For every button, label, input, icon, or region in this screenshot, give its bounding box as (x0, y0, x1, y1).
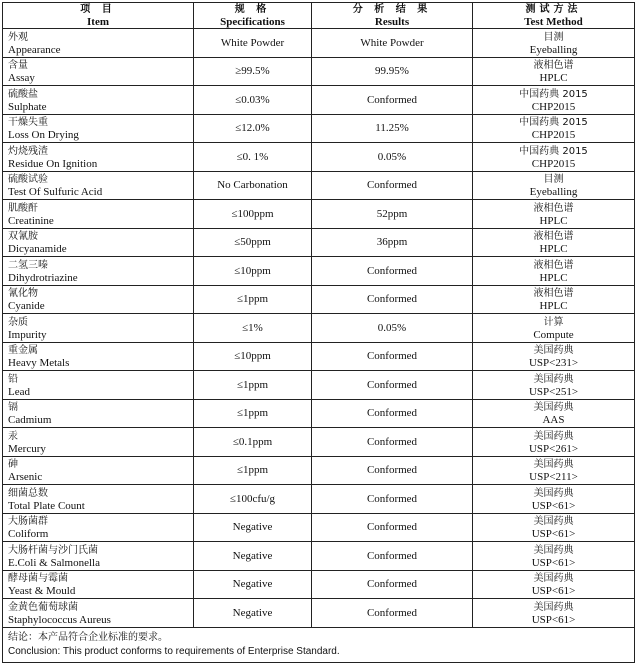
item-cell (3, 143, 194, 172)
method-cell (473, 542, 635, 571)
item-en: Cyanide (8, 300, 45, 312)
header-cn: 测试方法 (525, 3, 582, 15)
method-cell (473, 399, 635, 428)
spec-table (2, 2, 635, 663)
spec-cell: ≤1ppm (194, 371, 312, 400)
method-cn: 液相色谱 (533, 259, 574, 271)
spec-cell: ≤1% (194, 314, 312, 343)
result-cell: Conformed (312, 485, 473, 514)
item-cn: 外观 (8, 31, 28, 43)
item-cell (3, 428, 194, 457)
item-cell (3, 456, 194, 485)
result-cell: 52ppm (312, 200, 473, 229)
item-cell (3, 342, 194, 371)
spec-cell: White Powder (194, 29, 312, 58)
method-en: CHP2015 (531, 129, 576, 141)
item-en: E.Coli & Salmonella (8, 556, 100, 569)
method-en: Eyeballing (529, 186, 578, 198)
result-cell: Conformed (312, 456, 473, 485)
result-cell: Conformed (312, 542, 473, 571)
method-cell (473, 143, 635, 172)
item-en: Coliform (8, 528, 49, 540)
item-en: Impurity (8, 328, 47, 341)
table-row (3, 314, 635, 343)
spec-cell: ≤100cfu/g (194, 485, 312, 514)
header-en: Specifications (220, 15, 285, 28)
result-cell: Conformed (312, 570, 473, 599)
result-cell: Conformed (312, 371, 473, 400)
item-cn: 大肠杆菌与沙门氏菌 (8, 544, 98, 556)
method-cell (473, 456, 635, 485)
item-cell (3, 29, 194, 58)
table-row (3, 257, 635, 286)
method-en: USP<61> (531, 585, 576, 597)
item-cn: 汞 (8, 430, 18, 442)
item-en: Cadmium (8, 414, 52, 426)
item-cn: 金黄色葡萄球菌 (8, 601, 78, 613)
item-cell (3, 285, 194, 314)
method-cn: 美国药典 (533, 430, 574, 442)
method-cn: 中国药典 2015 (519, 145, 588, 157)
method-en: USP<251> (528, 385, 579, 398)
method-en: USP<61> (531, 556, 576, 569)
item-en: Dihydrotriazine (8, 271, 78, 284)
item-en: Staphylococcus Aureus (8, 613, 111, 626)
method-cn: 美国药典 (533, 402, 574, 413)
table-row (3, 342, 635, 371)
method-cn: 美国药典 (533, 544, 574, 556)
item-en: Loss On Drying (8, 129, 79, 141)
spec-cell: Negative (194, 542, 312, 571)
header-result (312, 3, 473, 29)
item-cn: 肌酸酐 (8, 202, 38, 214)
method-cn: 美国药典 (533, 487, 574, 499)
method-cell (473, 200, 635, 229)
item-en: Lead (8, 385, 30, 398)
item-cn: 干燥失重 (8, 117, 48, 128)
item-cell (3, 485, 194, 514)
spec-cell: ≤1ppm (194, 456, 312, 485)
method-cn: 液相色谱 (533, 202, 574, 214)
table-row (3, 200, 635, 229)
method-cell (473, 86, 635, 115)
method-cn: 目测 (543, 174, 564, 185)
method-cell (473, 314, 635, 343)
item-cell (3, 114, 194, 143)
spec-cell: No Carbonation (194, 171, 312, 200)
header-cn: 规 格 (234, 3, 271, 15)
method-cn: 液相色谱 (533, 231, 574, 242)
item-cn: 砷 (8, 459, 18, 470)
method-en: USP<261> (528, 442, 579, 455)
item-cell (3, 171, 194, 200)
item-cn: 双氰胺 (8, 231, 38, 242)
item-cn: 细菌总数 (8, 487, 48, 499)
item-en: Test Of Sulfuric Acid (8, 186, 103, 198)
item-cell (3, 314, 194, 343)
method-cn: 美国药典 (533, 459, 574, 470)
header-en: Results (374, 15, 410, 28)
conclusion-cell (3, 627, 635, 662)
method-cell (473, 228, 635, 257)
item-cn: 硫酸盐 (8, 88, 38, 100)
method-cell (473, 342, 635, 371)
table-row (3, 456, 635, 485)
item-cn: 镉 (8, 402, 18, 413)
item-en: Yeast & Mould (8, 585, 76, 597)
method-cn: 美国药典 (533, 573, 574, 584)
item-cell (3, 257, 194, 286)
header-row (3, 3, 635, 29)
header-spec (194, 3, 312, 29)
spec-cell: ≤10ppm (194, 257, 312, 286)
table-row (3, 57, 635, 86)
table-row (3, 570, 635, 599)
item-cn: 酵母菌与霉菌 (8, 573, 68, 584)
item-en: Assay (8, 72, 35, 84)
item-cell (3, 570, 194, 599)
item-cell (3, 228, 194, 257)
spec-cell: ≤50ppm (194, 228, 312, 257)
method-cell (473, 371, 635, 400)
item-en: Creatinine (8, 214, 54, 227)
spec-cell: ≥99.5% (194, 57, 312, 86)
method-cn: 中国药典 2015 (519, 117, 588, 128)
item-en: Sulphate (8, 100, 47, 113)
item-cell (3, 542, 194, 571)
result-cell: 11.25% (312, 114, 473, 143)
method-cn: 美国药典 (533, 345, 574, 356)
method-en: HPLC (539, 214, 568, 227)
table-body (3, 29, 635, 628)
result-cell: Conformed (312, 86, 473, 115)
method-en: HPLC (539, 72, 568, 84)
method-en: CHP2015 (531, 157, 576, 170)
table-row (3, 86, 635, 115)
method-en: HPLC (539, 300, 568, 312)
item-cell (3, 371, 194, 400)
spec-cell: Negative (194, 513, 312, 542)
conclusion-en: Conclusion: This product conforms to requirements of Enterprise Standard. (8, 645, 340, 657)
item-en: Appearance (8, 43, 61, 56)
method-en: Compute (533, 328, 574, 341)
spec-cell: ≤100ppm (194, 200, 312, 229)
header-en: Test Method (524, 15, 583, 28)
result-cell: Conformed (312, 342, 473, 371)
method-cell (473, 257, 635, 286)
method-cell (473, 285, 635, 314)
header-method (473, 3, 635, 29)
result-cell: Conformed (312, 171, 473, 200)
method-cell (473, 599, 635, 628)
result-cell: Conformed (312, 285, 473, 314)
item-cn: 二氢三嗪 (8, 259, 48, 271)
spec-cell: ≤0. 1% (194, 143, 312, 172)
item-en: Dicyanamide (8, 243, 67, 255)
spec-cell: ≤1ppm (194, 399, 312, 428)
method-en: Eyeballing (529, 43, 578, 56)
table-row (3, 513, 635, 542)
table-row (3, 371, 635, 400)
method-cell (473, 114, 635, 143)
method-cn: 计算 (543, 316, 564, 328)
table-row (3, 29, 635, 58)
spec-cell: Negative (194, 599, 312, 628)
item-cn: 大肠菌群 (8, 516, 48, 527)
item-en: Arsenic (8, 471, 43, 483)
method-cn: 美国药典 (533, 516, 574, 527)
method-en: USP<61> (531, 613, 576, 626)
method-en: USP<211> (529, 471, 578, 483)
conclusion-row (3, 627, 635, 662)
spec-cell: ≤10ppm (194, 342, 312, 371)
table-row (3, 285, 635, 314)
table-row (3, 599, 635, 628)
item-cn: 氰化物 (8, 288, 38, 299)
method-cell (473, 171, 635, 200)
header-item (3, 3, 194, 29)
method-cell (473, 513, 635, 542)
method-cell (473, 29, 635, 58)
item-en: Mercury (8, 442, 46, 455)
result-cell: Conformed (312, 428, 473, 457)
result-cell: Conformed (312, 399, 473, 428)
item-en: Total Plate Count (8, 499, 85, 512)
method-en: CHP2015 (531, 100, 576, 113)
table-row (3, 428, 635, 457)
method-cn: 液相色谱 (533, 60, 574, 71)
item-cell (3, 599, 194, 628)
method-en: USP<231> (528, 357, 579, 369)
result-cell: 99.95% (312, 57, 473, 86)
table-row (3, 143, 635, 172)
method-cn: 美国药典 (533, 601, 574, 613)
method-en: USP<61> (531, 528, 576, 540)
item-cell (3, 399, 194, 428)
result-cell: 36ppm (312, 228, 473, 257)
item-cn: 硫酸试验 (8, 174, 48, 185)
spec-cell: ≤0.1ppm (194, 428, 312, 457)
result-cell: Conformed (312, 257, 473, 286)
item-cn: 灼烧残渣 (8, 145, 48, 157)
result-cell: Conformed (312, 599, 473, 628)
method-cell (473, 57, 635, 86)
method-cn: 液相色谱 (533, 288, 574, 299)
spec-cell: ≤0.03% (194, 86, 312, 115)
item-cn: 含量 (8, 60, 28, 71)
spec-cell: ≤12.0% (194, 114, 312, 143)
header-cn: 项 目 (80, 3, 116, 15)
method-cell (473, 428, 635, 457)
item-cell (3, 57, 194, 86)
item-cn: 重金属 (8, 345, 38, 356)
result-cell: Conformed (312, 513, 473, 542)
result-cell: White Powder (312, 29, 473, 58)
method-cn: 中国药典 2015 (519, 88, 588, 100)
method-cell (473, 485, 635, 514)
table-row (3, 399, 635, 428)
method-cn: 美国药典 (533, 373, 574, 385)
conclusion-cn: 结论：本产品符合企业标准的要求。 (8, 631, 168, 643)
item-en: Residue On Ignition (8, 157, 98, 170)
spec-cell: ≤1ppm (194, 285, 312, 314)
table-row (3, 228, 635, 257)
spec-cell: Negative (194, 570, 312, 599)
result-cell: 0.05% (312, 143, 473, 172)
table-row (3, 542, 635, 571)
method-en: HPLC (539, 271, 568, 284)
table-row (3, 171, 635, 200)
table-row (3, 485, 635, 514)
table-row (3, 114, 635, 143)
method-cell (473, 570, 635, 599)
item-cell (3, 86, 194, 115)
method-cn: 目测 (543, 31, 564, 43)
method-en: HPLC (539, 243, 568, 255)
item-en: Heavy Metals (8, 357, 70, 369)
header-cn: 分 析 结 果 (352, 3, 432, 15)
result-cell: 0.05% (312, 314, 473, 343)
method-en: USP<61> (531, 499, 576, 512)
item-cn: 铅 (8, 373, 18, 385)
header-en: Item (87, 15, 109, 28)
item-cell (3, 513, 194, 542)
item-cell (3, 200, 194, 229)
item-cn: 杂质 (8, 316, 28, 328)
method-en: AAS (542, 414, 565, 426)
